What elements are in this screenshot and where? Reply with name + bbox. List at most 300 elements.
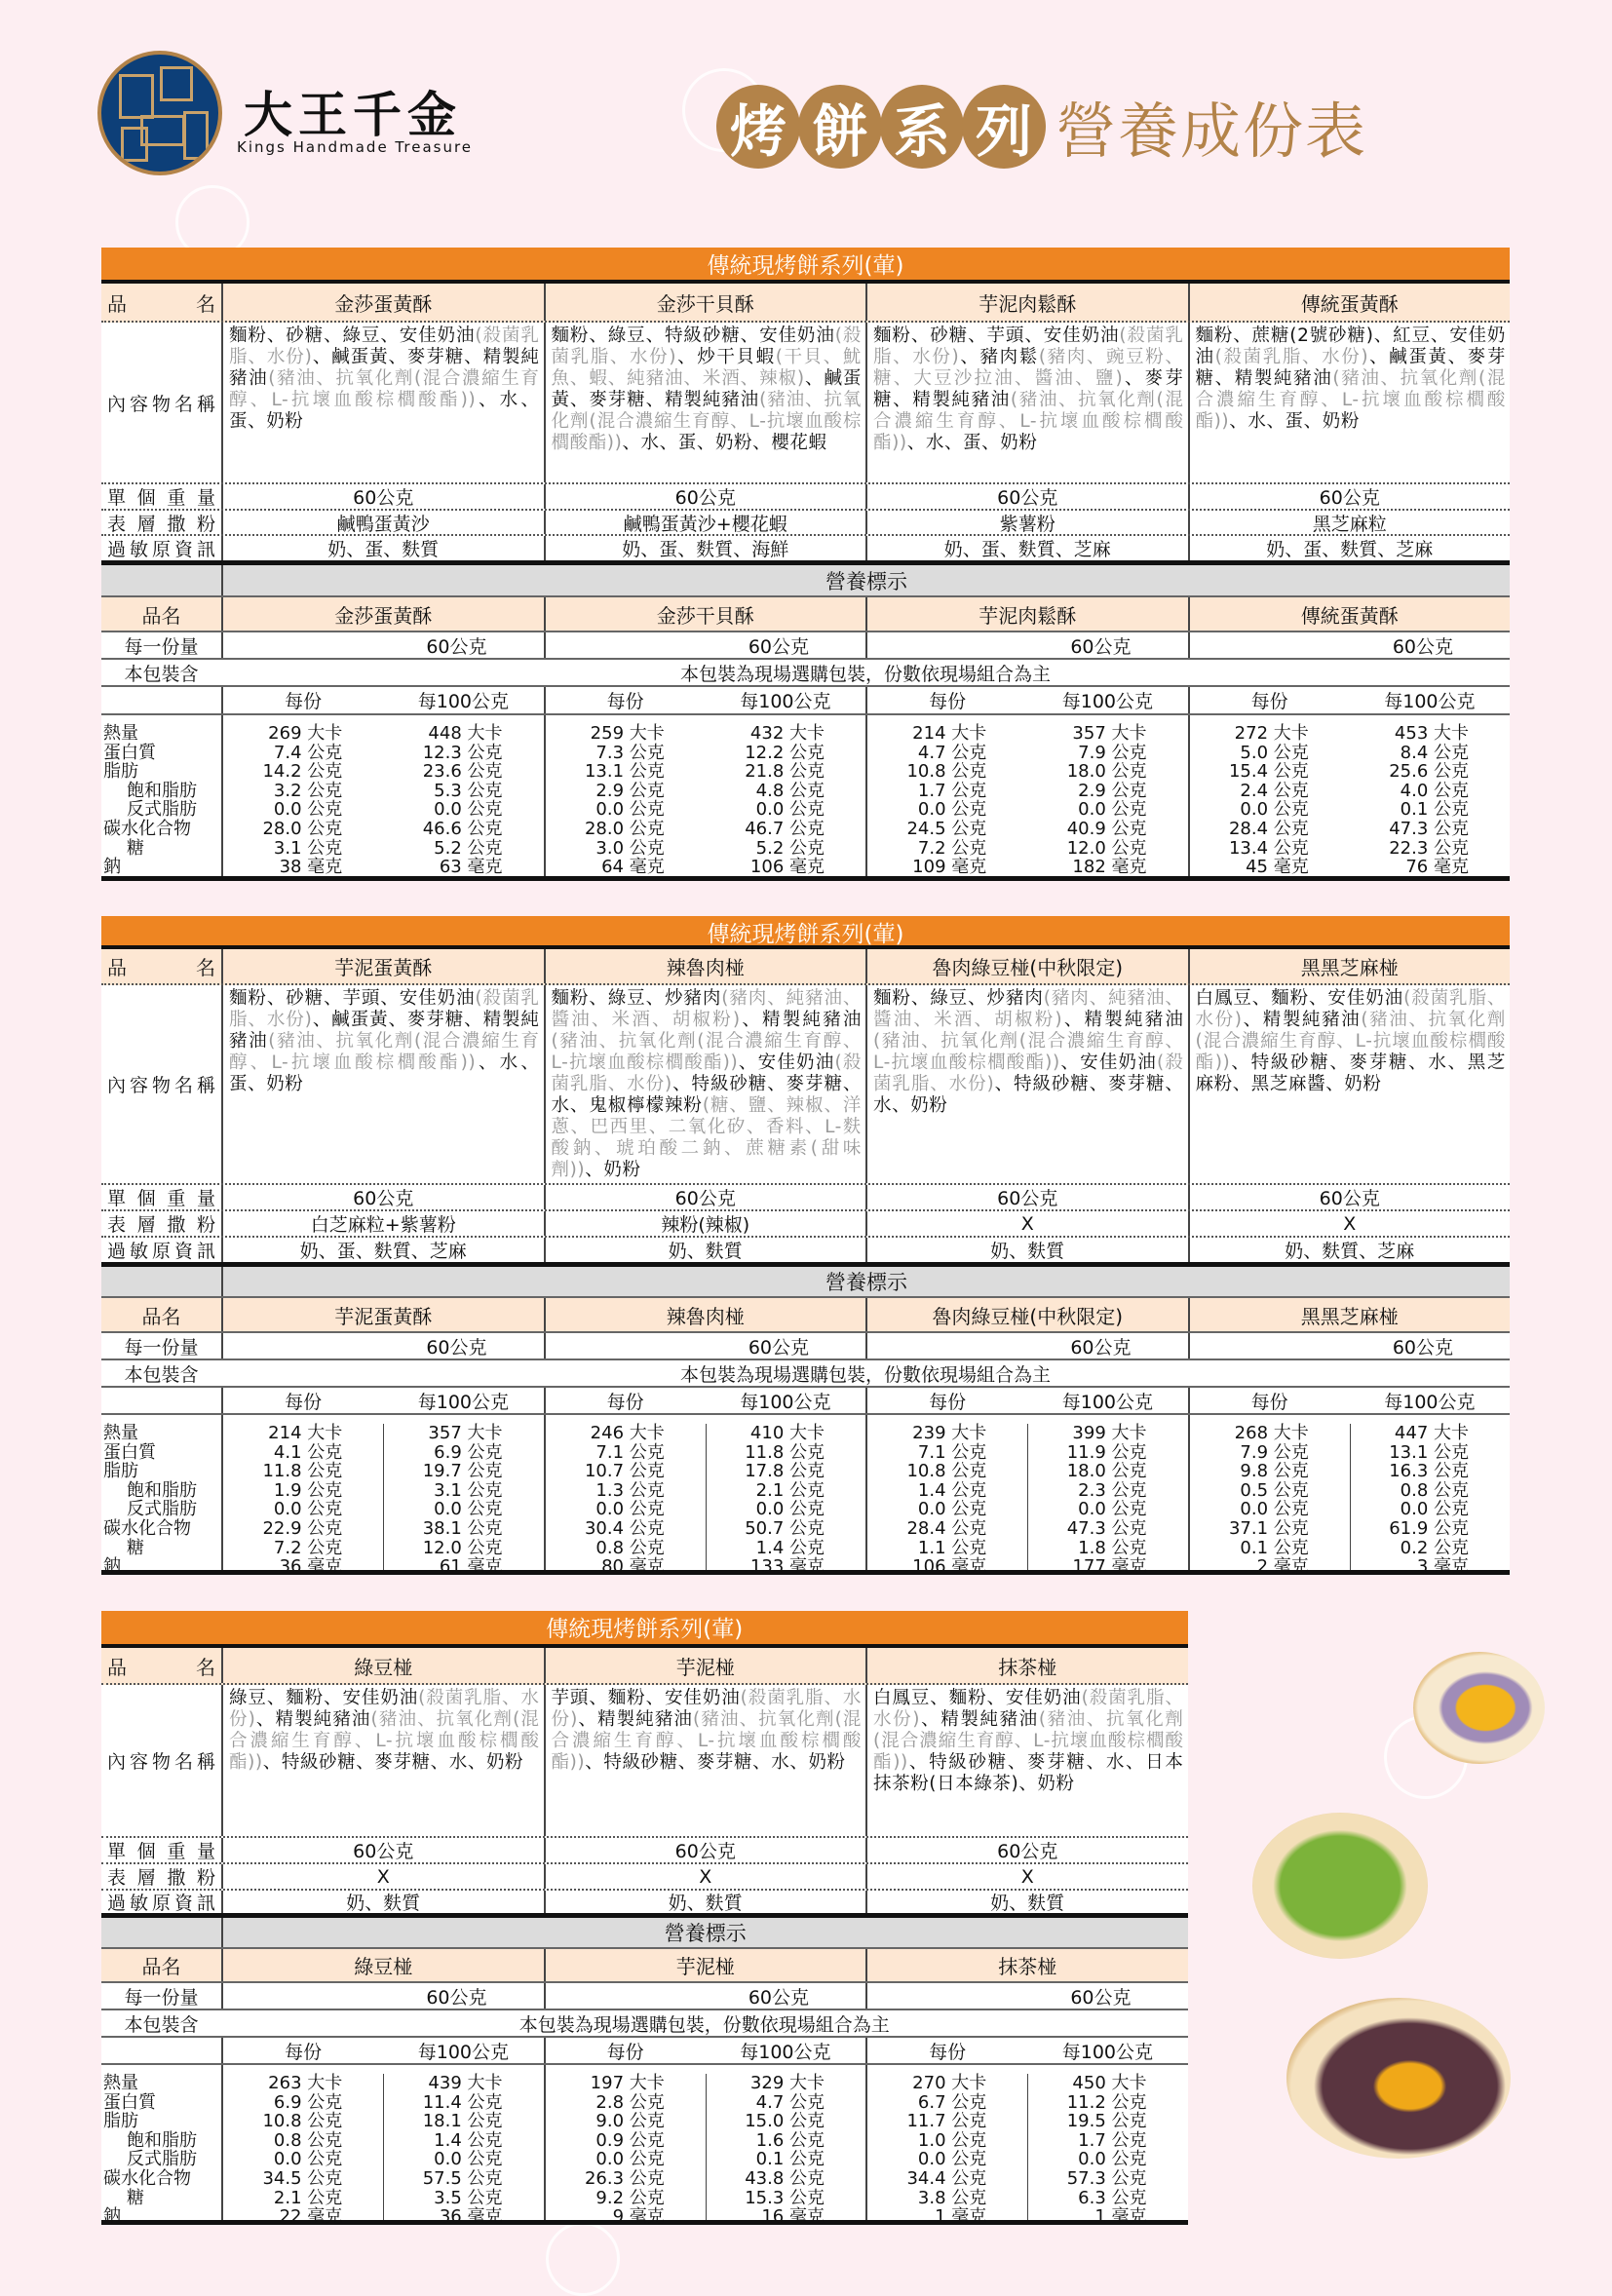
per-100g-header: 每100公克 <box>1384 691 1476 712</box>
ingredient-detail: (殺菌乳脂、水份) <box>551 1052 862 1094</box>
label-weight-text: 單個重量 <box>107 1841 215 1862</box>
label-allergen <box>101 1238 221 1262</box>
nutrient-label: 脂肪 <box>103 761 138 783</box>
ingredient-detail: (殺菌乳脂、水份) <box>229 1688 540 1730</box>
nutrient-value: 0.0 公克 <box>1240 799 1309 821</box>
nutrient-value: 25.6 公克 <box>1389 761 1469 783</box>
nutrient-label: 飽和脂肪 <box>127 1479 197 1501</box>
per-100g-header: 每100公克 <box>1061 1391 1153 1413</box>
serving-value: 60公克 <box>1188 1333 1511 1358</box>
serving-value: 60公克 <box>221 632 544 658</box>
nutrition-name-row <box>101 597 1510 632</box>
nutrient-label: 糖 <box>127 837 144 859</box>
per-serving-column <box>223 1423 383 1578</box>
per-100g-column <box>1350 1423 1510 1578</box>
nutrient-value: 1.0 公克 <box>917 2129 987 2151</box>
ingredient-detail: (豬油、抗氧化劑(混合濃縮生育醇、L-抗壞血酸棕櫚酸酯)) <box>1195 368 1506 432</box>
nutrition-product-name: 金莎干貝酥 <box>544 597 866 631</box>
nutrition-values <box>865 1415 1188 1578</box>
nutrient-label: 碳水化合物 <box>103 818 191 839</box>
label-nut-name: 品名 <box>141 1955 181 1978</box>
ingredient-detail: (殺菌乳脂、水份) <box>1195 988 1506 1030</box>
per-100g-header: 每100公克 <box>417 1391 509 1413</box>
nutrient-value: 2.1 公克 <box>755 1479 825 1501</box>
nutrient-value: 7.9 公克 <box>1078 742 1147 763</box>
nutrient-value: 4.1 公克 <box>273 1441 343 1463</box>
nutrient-value: 1.6 公克 <box>755 2129 825 2151</box>
ingredient: 綠豆、麵粉、安佳奶油 <box>229 1688 419 1708</box>
ingredient: 、奶粉 <box>585 1160 641 1180</box>
product-name: 綠豆椪 <box>221 1648 544 1683</box>
nutrient-value: 12.2 公克 <box>745 742 825 763</box>
allergen-value: 奶、麩質 <box>865 1238 1188 1262</box>
label-product-name <box>101 949 221 983</box>
allergen-value: 奶、蛋、麩質、芝麻 <box>221 1238 544 1262</box>
coating-value: X <box>544 1864 866 1889</box>
per-serving-header: 每份 <box>929 691 967 712</box>
weight-value: 60公克 <box>544 1838 866 1862</box>
nutrient-value: 11.8 公克 <box>745 1441 825 1463</box>
serving-value: 60公克 <box>221 1983 544 2009</box>
nutrient-value: 357 大卡 <box>428 1423 503 1443</box>
nutrient-value: 9.8 公克 <box>1240 1461 1309 1482</box>
ingredient: 、特級砂糖、麥芽糖、水、奶粉 <box>873 1074 1184 1116</box>
per-100g-column <box>383 724 543 876</box>
product-name: 魯肉綠豆椪(中秋限定) <box>865 949 1188 983</box>
nutrient-value: 4.8 公克 <box>755 780 825 801</box>
ingredient-detail: (豬油、抗氧化劑(混合濃縮生育醇、L-抗壞血酸棕櫚酸酯)) <box>1195 1010 1506 1073</box>
nutrient-value: 12.0 公克 <box>1066 837 1147 859</box>
weight-value: 60公克 <box>865 1838 1188 1862</box>
nutrient-label: 鈉 <box>103 857 121 878</box>
nutrient-value: 7.4 公克 <box>273 742 343 763</box>
label-product-name <box>101 1648 221 1683</box>
nutrient-label: 熱量 <box>103 2073 138 2093</box>
nutrition-product-name: 抹茶椪 <box>865 1949 1188 1981</box>
product-name: 抹茶椪 <box>865 1648 1188 1683</box>
nutrient-value: 269 大卡 <box>268 723 343 744</box>
product-table <box>101 916 1510 1578</box>
allergen-value: 奶、麩質 <box>544 1891 866 1913</box>
nutrient-value: 182 毫克 <box>1072 857 1147 878</box>
ingredient: 麵粉、砂糖、綠豆、安佳奶油 <box>229 325 476 346</box>
nutrient-value: 12.0 公克 <box>422 1537 503 1558</box>
nutrient-value: 3.5 公克 <box>434 2187 503 2208</box>
label-serving: 每一份量 <box>124 1986 199 2009</box>
title-circle: 餅 <box>798 85 882 169</box>
ingredient: 麵粉、綠豆、炒豬肉 <box>873 988 1044 1009</box>
label-weight-text: 單個重量 <box>107 1188 215 1209</box>
nutrient-label: 飽和脂肪 <box>127 780 197 801</box>
nutrient-label: 反式脂肪 <box>127 799 197 821</box>
weight-value: 60公克 <box>221 484 544 509</box>
nutrient-label: 反式脂肪 <box>127 2149 197 2170</box>
per-serving-header: 每份 <box>1250 1391 1288 1413</box>
nutrient-value: 439 大卡 <box>428 2073 503 2093</box>
series-title: 傳統現烤餅系列(葷) <box>707 922 904 947</box>
nutrition-values <box>865 2065 1188 2228</box>
nutrient-value: 4.0 公克 <box>1400 780 1469 801</box>
nutrition-title-row <box>101 565 1510 597</box>
coating-value: 黑芝麻粒 <box>1188 511 1511 534</box>
nutrient-value: 109 毫克 <box>912 857 987 878</box>
label-serving: 每一份量 <box>124 635 199 658</box>
nutrient-value: 1.7 公克 <box>1078 2129 1147 2151</box>
nutrition-title-row <box>101 1918 1188 1949</box>
ingredients-text <box>1196 988 1507 1095</box>
per-header-row <box>101 687 1510 715</box>
allergen-value: 奶、蛋、麩質、芝麻 <box>865 536 1188 560</box>
serving-row <box>101 632 1510 660</box>
nutrition-data-row <box>101 715 1510 881</box>
product-name-row <box>101 1648 1188 1685</box>
label-allergen-text: 過敏原資訊 <box>107 539 215 560</box>
nutrition-product-name: 魯肉綠豆椪(中秋限定) <box>865 1298 1188 1331</box>
nutrition-values <box>544 2065 866 2228</box>
per-100g-header: 每100公克 <box>740 2041 831 2063</box>
nutrition-values <box>221 2065 544 2228</box>
ingredients-cell <box>544 1685 866 1836</box>
nutrient-value: 80 毫克 <box>601 1556 665 1578</box>
per-100g-column <box>1027 1423 1187 1578</box>
per-header <box>865 1388 1188 1413</box>
per-serving-column <box>867 2073 1027 2228</box>
ingredients-cell <box>221 985 544 1183</box>
nutrient-value: 38.1 公克 <box>422 1517 503 1539</box>
nutrient-value: 46.7 公克 <box>745 818 825 839</box>
nutrient-value: 239 大卡 <box>912 1423 987 1443</box>
nutrient-value: 0.0 公克 <box>434 1499 503 1520</box>
nutrient-value: 432 大卡 <box>749 723 825 744</box>
nutrient-value: 28.0 公克 <box>584 818 665 839</box>
serving-row <box>101 1333 1510 1360</box>
nutrient-value: 22.3 公克 <box>1389 837 1469 859</box>
nutrient-label: 碳水化合物 <box>103 2167 191 2189</box>
per-header <box>544 2038 866 2063</box>
label-weight <box>101 1185 221 1209</box>
weight-value: 60公克 <box>1188 484 1511 509</box>
nutrient-value: 272 大卡 <box>1234 723 1309 744</box>
nutrient-label: 熱量 <box>103 1423 138 1443</box>
nutrient-value: 0.0 公克 <box>1240 1499 1309 1520</box>
per-serving-column <box>867 1423 1027 1578</box>
nutrient-value: 450 大卡 <box>1072 2073 1147 2093</box>
ingredient: 、精製純豬油 <box>740 1010 863 1030</box>
nutrition-product-name: 傳統蛋黃酥 <box>1188 597 1511 631</box>
ingredient-detail: (豬油、抗氧化劑(混合濃縮生育醇、L-抗壞血酸棕櫚酸酯)) <box>229 1709 540 1773</box>
nutrition-values <box>1188 1415 1511 1578</box>
ingredient: 、鹹蛋黃、麥芽糖、精製純豬油 <box>1195 347 1506 389</box>
nutrient-value: 40.9 公克 <box>1066 818 1147 839</box>
per-100g-header: 每100公克 <box>1384 1391 1476 1413</box>
product-name: 芋泥蛋黃酥 <box>221 949 544 983</box>
nutrient-value: 0.0 公克 <box>595 2149 665 2170</box>
ingredient: 、水、蛋、奶粉、櫻花蝦 <box>622 433 827 453</box>
ingredient: 、鹹蛋黃、麥芽糖、精製純豬油 <box>551 368 862 410</box>
nutrient-value: 197 大卡 <box>590 2073 665 2093</box>
per-serving-header: 每份 <box>285 1391 323 1413</box>
ingredient: 、特級砂糖、麥芽糖、水、鬼椒檸檬辣粉 <box>551 1074 862 1116</box>
nutrient-value: 57.5 公克 <box>422 2167 503 2189</box>
nutrition-product-name: 辣魯肉椪 <box>544 1298 866 1331</box>
nutrient-value: 10.8 公克 <box>906 761 987 783</box>
nutrient-value: 268 大卡 <box>1234 1423 1309 1443</box>
ingredient: 、鹹蛋黃、麥芽糖、精製純豬油 <box>229 347 540 389</box>
per-header <box>221 687 544 713</box>
ingredient: 、水、蛋、奶粉 <box>906 433 1038 453</box>
nutrient-value: 14.2 公克 <box>262 761 343 783</box>
per-serving-column <box>546 724 706 876</box>
ingredients-cell <box>1188 985 1511 1183</box>
nutrient-labels <box>101 715 221 876</box>
ingredients-cell <box>1188 323 1511 482</box>
nutrient-value: 34.5 公克 <box>262 2167 343 2189</box>
nutrient-value: 0.0 公克 <box>434 799 503 821</box>
weight-row <box>101 1185 1510 1211</box>
ingredient: 、精製純豬油 <box>255 1709 371 1730</box>
ingredient-detail: (殺菌乳脂、水份) <box>551 325 862 367</box>
ingredient-detail: (糖、鹽、辣椒、洋蔥、巴西里、二氧化矽、香料、L-麩酸鈉、琥珀酸二鈉、蔗糖素(甜味劑)) <box>551 1095 862 1180</box>
nutrient-value: 28.4 公克 <box>1228 818 1309 839</box>
nutrient-value: 0.0 公克 <box>1078 799 1147 821</box>
label-blank <box>101 687 221 713</box>
series-title-bar <box>101 248 1510 284</box>
nutrient-value: 0.0 公克 <box>1078 2149 1147 2170</box>
ingredient-detail: (豬油、抗氧化劑(混合濃縮生育醇、L-抗壞血酸棕櫚酸酯)) <box>551 1031 862 1073</box>
nutrient-value: 34.4 公克 <box>906 2167 987 2189</box>
nutrient-value: 18.0 公克 <box>1066 1461 1147 1482</box>
ingredient: 麵粉、綠豆、特級砂糖、安佳奶油 <box>551 325 835 346</box>
per-serving-column <box>223 2073 383 2228</box>
serving-value: 60公克 <box>544 1333 866 1358</box>
nutrient-label: 蛋白質 <box>103 1441 156 1463</box>
nutrient-value: 9.2 公克 <box>595 2187 665 2208</box>
ingredient-detail: (豬油、抗氧化劑(混合濃縮生育醇、L-抗壞血酸棕櫚酸酯)) <box>551 1709 862 1773</box>
ingredients-text <box>873 325 1184 454</box>
package-note: 本包裝為現場選購包裝，份數依現場組合為主 <box>679 663 1051 685</box>
ingredient: 、特級砂糖、麥芽糖、水、日本抹茶粉(日本綠茶)、奶粉 <box>873 1752 1184 1794</box>
product-name: 黑黑芝麻椪 <box>1188 949 1511 983</box>
nutrient-value: 0.0 公克 <box>273 2149 343 2170</box>
ingredient: 、水、蛋、奶粉 <box>1229 411 1360 432</box>
nutrient-value: 357 大卡 <box>1072 723 1147 744</box>
label-weight <box>101 1838 221 1862</box>
per-100g-column <box>706 2073 865 2228</box>
nutrient-labels <box>101 1415 221 1578</box>
nutrition-title: 營養標示 <box>221 1267 1510 1296</box>
per-100g-header: 每100公克 <box>417 2041 509 2063</box>
label-ingredients <box>101 985 221 1183</box>
ingredient: 麵粉、砂糖、芋頭、安佳奶油 <box>873 325 1120 346</box>
series-title: 傳統現烤餅系列(葷) <box>546 1617 744 1642</box>
per-100g-column <box>706 724 865 876</box>
nutrient-value: 7.2 公克 <box>273 1537 343 1558</box>
nutrient-value: 0.0 公克 <box>917 2149 987 2170</box>
brand-name: 大王千金 <box>244 86 462 143</box>
label-coating <box>101 1864 221 1889</box>
nutrient-value: 447 大卡 <box>1394 1423 1469 1443</box>
weight-value: 60公克 <box>1188 1185 1511 1209</box>
coating-value: 白芝麻粒+紫薯粉 <box>221 1211 544 1236</box>
label-product-name <box>101 284 221 321</box>
nutrient-value: 15.0 公克 <box>745 2111 825 2132</box>
product-name: 傳統蛋黃酥 <box>1188 284 1511 321</box>
nutrient-value: 19.7 公克 <box>422 1461 503 1482</box>
nutrient-value: 0.0 公克 <box>595 799 665 821</box>
product-name: 金莎干貝酥 <box>544 284 866 321</box>
label-nut-name: 品名 <box>141 603 181 628</box>
serving-value: 60公克 <box>865 1983 1188 2009</box>
page-title <box>716 83 1367 170</box>
weight-value: 60公克 <box>221 1185 544 1209</box>
nutrient-value: 13.1 公克 <box>1389 1441 1469 1463</box>
nutrient-value: 214 大卡 <box>912 723 987 744</box>
nutrient-value: 9.0 公克 <box>595 2111 665 2132</box>
allergen-row <box>101 536 1510 565</box>
product-name: 辣魯肉椪 <box>544 949 866 983</box>
nutrient-value: 1 毫克 <box>1094 2206 1147 2228</box>
nutrient-value: 0.8 公克 <box>273 2129 343 2151</box>
nutrient-value: 47.3 公克 <box>1389 818 1469 839</box>
brand-tagline: Kings Handmade Treasure <box>237 138 474 156</box>
label-coating-text: 表層撒粉 <box>107 513 215 535</box>
nutrient-value: 37.1 公克 <box>1228 1517 1309 1539</box>
nutrient-value: 18.0 公克 <box>1066 761 1147 783</box>
nutrient-value: 21.8 公克 <box>745 761 825 783</box>
title-circle: 烤 <box>716 85 800 169</box>
ingredients-text <box>552 988 863 1181</box>
nutrient-label: 碳水化合物 <box>103 1517 191 1539</box>
nutrient-value: 2.1 公克 <box>273 2187 343 2208</box>
nutrient-value: 10.8 公克 <box>906 1461 987 1482</box>
per-serving-column <box>546 2073 706 2228</box>
nutrient-value: 0.1 公克 <box>1400 799 1469 821</box>
nutrient-value: 1.1 公克 <box>917 1537 987 1558</box>
nutrition-product-name: 黑黑芝麻椪 <box>1188 1298 1511 1331</box>
ingredients-text <box>873 988 1184 1117</box>
coating-value: X <box>221 1864 544 1889</box>
nutrition-product-name: 芋泥椪 <box>544 1949 866 1981</box>
product-name: 芋泥肉鬆酥 <box>865 284 1188 321</box>
nutrient-value: 0.0 公克 <box>755 1499 825 1520</box>
ingredient: 、炒干貝蝦 <box>676 347 776 367</box>
per-serving-header: 每份 <box>1250 691 1288 712</box>
coating-row <box>101 1864 1188 1891</box>
nutrition-title: 營養標示 <box>221 1918 1188 1947</box>
nutrition-values <box>221 1415 544 1578</box>
ingredients-cell <box>221 1685 544 1836</box>
nutrient-value: 23.6 公克 <box>422 761 503 783</box>
weight-value: 60公克 <box>544 484 866 509</box>
label-ingredients-text: 內容物名稱 <box>107 1075 215 1096</box>
series-title-bar <box>101 1611 1188 1648</box>
coating-value: 鹹鴨蛋黃沙 <box>221 511 544 534</box>
label-allergen <box>101 536 221 560</box>
nutrient-label: 飽和脂肪 <box>127 2129 197 2151</box>
series-title: 傳統現烤餅系列(葷) <box>707 253 904 279</box>
ingredients-row <box>101 985 1510 1185</box>
nutrient-value: 1.9 公克 <box>273 1479 343 1501</box>
nutrient-value: 0.0 公克 <box>1400 1499 1469 1520</box>
nutrient-value: 50.7 公克 <box>745 1517 825 1539</box>
ingredient: 、特級砂糖、麥芽糖、水、黑芝麻粉、黑芝麻醬、奶粉 <box>1195 1052 1506 1094</box>
nutrition-values <box>221 715 544 876</box>
nutrient-value: 16 毫克 <box>761 2206 825 2228</box>
ingredient: 、鹹蛋黃、麥芽糖、精製純豬油 <box>229 1010 540 1052</box>
label-serving: 每一份量 <box>124 1336 199 1358</box>
label-weight-text: 單個重量 <box>107 487 215 509</box>
per-serving-column <box>223 724 383 876</box>
ingredients-row <box>101 1685 1188 1838</box>
nutrient-value: 0.8 公克 <box>595 1537 665 1558</box>
nutrient-value: 214 大卡 <box>268 1423 343 1443</box>
nutrient-value: 5.3 公克 <box>434 780 503 801</box>
nutrition-product-name: 芋泥蛋黃酥 <box>221 1298 544 1331</box>
per-header-row <box>101 2038 1188 2065</box>
serving-value: 60公克 <box>865 632 1188 658</box>
serving-value: 60公克 <box>1188 632 1511 658</box>
nutrient-value: 263 大卡 <box>268 2073 343 2093</box>
nutrient-value: 177 毫克 <box>1072 1556 1147 1578</box>
nutrient-value: 13.4 公克 <box>1228 837 1309 859</box>
nutrient-value: 15.4 公克 <box>1228 761 1309 783</box>
per-100g-header: 每100公克 <box>740 691 831 712</box>
title-circle: 系 <box>880 85 964 169</box>
label-blank <box>101 1918 221 1947</box>
ingredient-detail: (豬油、抗氧化劑(混合濃縮生育醇、L-抗壞血酸棕櫚酸酯)) <box>229 1031 540 1073</box>
per-100g-header: 每100公克 <box>740 1391 831 1413</box>
weight-row <box>101 484 1510 511</box>
nutrient-value: 11.4 公克 <box>422 2091 503 2113</box>
nutrient-value: 9 毫克 <box>612 2206 665 2228</box>
coating-value: 辣粉(辣椒) <box>544 1211 866 1236</box>
nutrient-value: 246 大卡 <box>590 1423 665 1443</box>
per-serving-header: 每份 <box>606 691 644 712</box>
per-100g-column <box>383 1423 543 1578</box>
per-serving-header: 每份 <box>929 2041 967 2063</box>
weight-value: 60公克 <box>865 484 1188 509</box>
label-ingredients <box>101 323 221 482</box>
nutrient-value: 448 大卡 <box>428 723 503 744</box>
ingredients-cell <box>865 1685 1188 1836</box>
nutrient-label: 蛋白質 <box>103 742 156 763</box>
nutrition-title: 營養標示 <box>221 565 1510 595</box>
per-100g-column <box>1027 724 1187 876</box>
label-product-name-text: 品 名 <box>107 1655 215 1679</box>
ingredient: 、精製純豬油 <box>577 1709 694 1730</box>
nutrition-name-row <box>101 1949 1188 1983</box>
nutrient-value: 36 毫克 <box>439 2206 503 2228</box>
ingredients-cell <box>544 323 866 482</box>
ingredient-detail: (豬肉、豌豆粉、糖、大豆沙拉油、醬油、鹽) <box>873 347 1184 389</box>
per-100g-column <box>1027 2073 1187 2228</box>
nutrient-value: 3.1 公克 <box>273 837 343 859</box>
ingredient: 、麥芽糖、精製純豬油 <box>873 368 1184 410</box>
ingredient-detail: (干貝、魷魚、蝦、純豬油、米酒、辣椒) <box>551 347 863 389</box>
nutrient-label: 糖 <box>127 1537 144 1558</box>
nutrient-value: 18.1 公克 <box>422 2111 503 2132</box>
package-note: 本包裝為現場選購包裝，份數依現場組合為主 <box>518 2013 890 2036</box>
label-coating <box>101 1211 221 1236</box>
watermark-seal <box>546 2222 620 2296</box>
label-blank <box>101 1267 221 1296</box>
nutrient-value: 11.9 公克 <box>1066 1441 1147 1463</box>
ingredient-detail: (殺菌乳脂、水份) <box>873 1052 1184 1094</box>
nutrient-value: 61 毫克 <box>439 1556 503 1578</box>
ingredients-cell <box>865 323 1188 482</box>
per-serving-header: 每份 <box>606 1391 644 1413</box>
label-allergen-text: 過敏原資訊 <box>107 1241 215 1262</box>
